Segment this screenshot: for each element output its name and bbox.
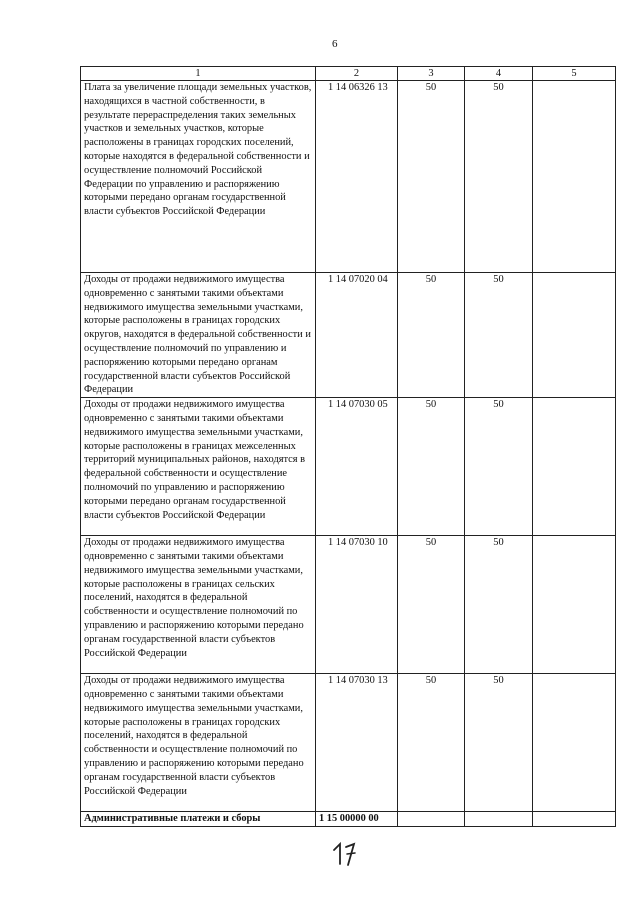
row-value-4: 50 — [465, 81, 533, 273]
row-value-3: 50 — [398, 273, 465, 398]
row-code: 1 14 07030 05 — [316, 398, 398, 536]
row-value-5 — [533, 81, 616, 273]
row-value-4: 50 — [465, 273, 533, 398]
row-value-3: 50 — [398, 81, 465, 273]
row-name: Плата за увеличение площади земельных участков, находящихся в частной собственности, в результате перераспределения таких земельных участков и земельных участков, которые расположены в границах городских поселений, которые находятся в федеральной собственности и осуществление полномочий Российской Федерации по управлению и распоряжению которыми передано органам государственной власти субъектов Российской Федерации — [81, 81, 316, 273]
row-code: 1 14 07030 13 — [316, 674, 398, 812]
row-value-5 — [533, 674, 616, 812]
page-number: 6 — [332, 38, 338, 50]
total-row — [81, 812, 616, 827]
revenue-table — [80, 66, 616, 827]
header-col-2: 2 — [316, 67, 398, 81]
row-code: 1 14 06326 13 — [316, 81, 398, 273]
header-col-5: 5 — [533, 67, 616, 81]
row-code: 1 14 07030 10 — [316, 536, 398, 674]
table-row — [81, 536, 616, 674]
handwritten-page-number — [330, 838, 370, 868]
header-col-1: 1 — [81, 67, 316, 81]
row-name: Доходы от продажи недвижимого имущества одновременно с занятыми такими объектами недвижимого имущества земельными участками, которые расположены в границах городских округов, находятся в федеральной собственности и осуществление полномочий по управлению и распоряжению которыми передано органам государственной власти субъектов Российской Федерации — [81, 273, 316, 398]
row-value-5 — [533, 273, 616, 398]
row-value-3: 50 — [398, 674, 465, 812]
row-value-4: 50 — [465, 536, 533, 674]
header-col-4: 4 — [465, 67, 533, 81]
row-value-4: 50 — [465, 674, 533, 812]
table-row — [81, 81, 616, 273]
total-value-4 — [465, 812, 533, 827]
row-value-4: 50 — [465, 398, 533, 536]
table-header-row — [81, 67, 616, 81]
row-code: 1 14 07020 04 — [316, 273, 398, 398]
row-name: Доходы от продажи недвижимого имущества одновременно с занятыми такими объектами недвижимого имущества земельными участками, которые расположены в границах городских поселений, находятся в федеральной собственности и осуществление полномочий по управлению и распоряжению которыми передано органам государственной власти субъектов Российской Федерации — [81, 674, 316, 812]
table-row — [81, 674, 616, 812]
table-row — [81, 273, 616, 398]
row-value-3: 50 — [398, 398, 465, 536]
row-value-3: 50 — [398, 536, 465, 674]
row-value-5 — [533, 398, 616, 536]
total-value-3 — [398, 812, 465, 827]
row-name: Доходы от продажи недвижимого имущества одновременно с занятыми такими объектами недвижимого имущества земельными участками, которые расположены в границах сельских поселений, находятся в федеральной собственности и осуществление полномочий по управлению и распоряжению которыми передано органам государственной власти субъектов Российской Федерации — [81, 536, 316, 674]
table-row — [81, 398, 616, 536]
header-col-3: 3 — [398, 67, 465, 81]
total-code: 1 15 00000 00 — [316, 812, 398, 827]
total-name: Административные платежи и сборы — [81, 812, 316, 827]
row-name: Доходы от продажи недвижимого имущества одновременно с занятыми такими объектами недвижимого имущества земельными участками, которые расположены в границах межселенных территорий муниципальных районов, находятся в федеральной собственности и осуществление полномочий по управлению и распоряжению которыми передано органам государственной власти субъектов Российской Федерации — [81, 398, 316, 536]
row-value-5 — [533, 536, 616, 674]
total-value-5 — [533, 812, 616, 827]
